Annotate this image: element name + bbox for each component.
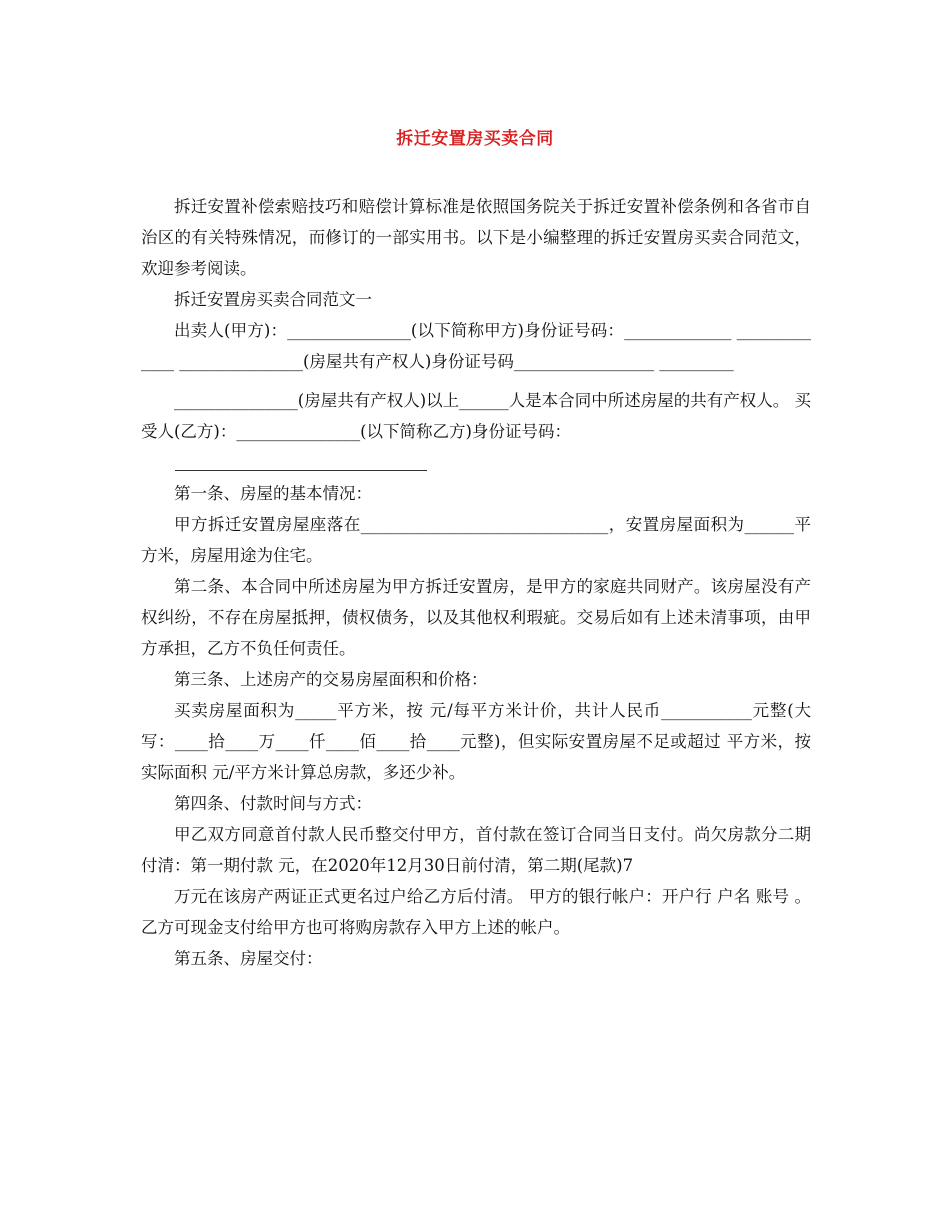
article-4-account: 万元在该房产两证正式更名过户给乙方后付清。 甲方的银行帐户：开户行 户名 账号 。乙方可现金支付给甲方也可将购房款存入甲方上述的帐户。 — [141, 887, 811, 937]
article-1-body: 甲方拆迁安置房屋座落在______________________________，安置房屋面积为______平方米，房屋用途为住宅。 — [141, 515, 811, 565]
article-2: 第二条、本合同中所述房屋为甲方拆迁安置房，是甲方的家庭共同财产。该房屋没有产权纠纷，不存在房屋抵押，债权债务，以及其他权利瑕疵。交易后如有上述未清事项，由甲方承担，乙方不负任何责任。 — [141, 577, 811, 658]
spacer — [141, 377, 811, 385]
document-title: 拆迁安置房买卖合同 — [396, 129, 554, 149]
article-5-heading: 第五条、房屋交付： — [174, 949, 323, 968]
article-4-heading: 第四条、付款时间与方式： — [174, 794, 372, 813]
buyer-id-blank — [141, 447, 811, 478]
article-3-body: 买卖房屋面积为_____平方米，按 元/每平方米计价，共计人民币___________元整(大写：____拾____万____仟____佰____拾____元整)，但实际安置房屋不足或超过 平方米，按实际面积 元/平方米计算总房款，多还少补。 — [141, 701, 811, 782]
intro-paragraph: 拆迁安置补偿索赔技巧和赔偿计算标准是依照国务院关于拆迁安置补偿条例和各省市自治区的有关特殊情况，而修订的一部实用书。以下是小编整理的拆迁安置房买卖合同范文，欢迎参考阅读。 — [141, 197, 811, 278]
sample-heading: 拆迁安置房买卖合同范文一 — [174, 290, 372, 309]
seller-paragraph: 出卖人(甲方)：_______________(以下简称甲方)身份证号码：_____________ _____________ _______________(房屋共有产权人)身份证号码_________________ _________ — [141, 321, 811, 371]
article-3-heading: 第三条、上述房产的交易房屋面积和价格： — [174, 670, 488, 689]
article-1-heading: 第一条、房屋的基本情况： — [174, 484, 372, 503]
document-body — [141, 191, 811, 974]
underline — [175, 470, 427, 471]
co-owner-paragraph: _______________(房屋共有产权人)以上______人是本合同中所述房屋的共有产权人。 买受人(乙方)：_______________(以下简称乙方)身份证号码： — [141, 391, 811, 441]
article-4-body: 甲乙双方同意首付款人民币整交付甲方，首付款在签订合同当日支付。尚欠房款分二期付清：第一期付款 元，在2020年12月30日前付清，第二期(尾款)7 — [141, 825, 811, 875]
